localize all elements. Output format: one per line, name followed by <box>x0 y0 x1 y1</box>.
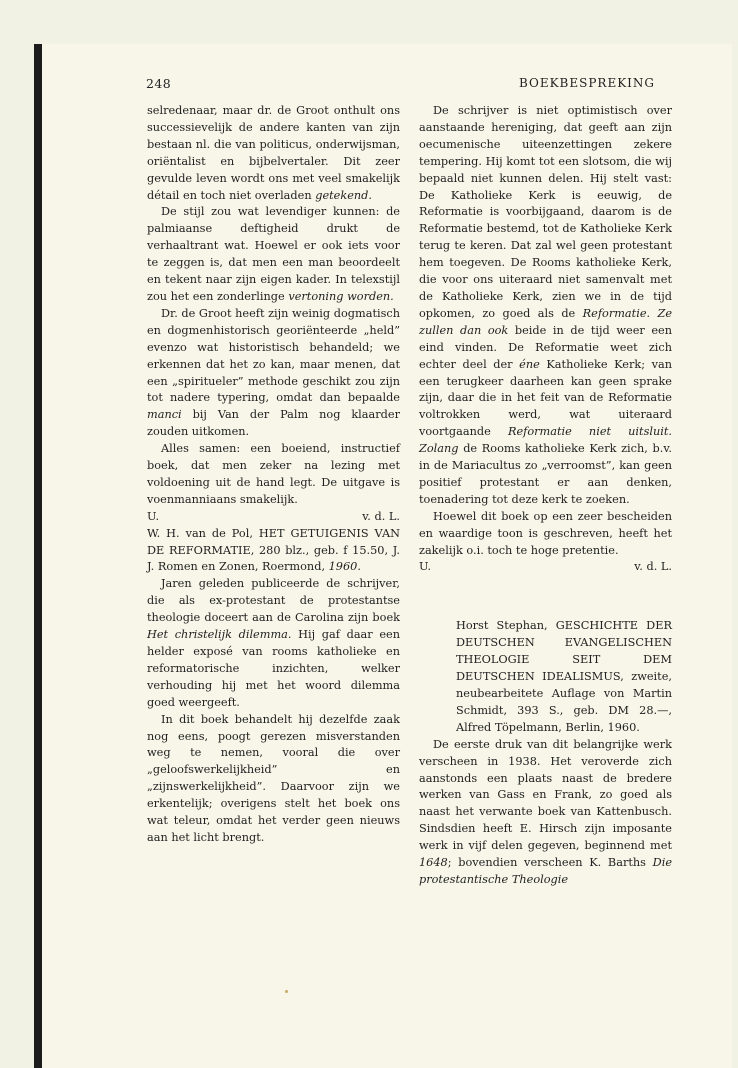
page-number: 248 <box>146 76 172 91</box>
right-column <box>419 103 672 889</box>
paragraph: Alles samen: een boeiend, instructief boek, dat men zeker na lezing met voldoening uit de hand legt. De uitgave is voenmanniaans smakelijk. <box>147 442 400 506</box>
paragraph: selredenaar, maar dr. de Groot onthult ons successievelijk de andere kanten van zijn bestaan nl. die van politicus, onderwijsman, oriëntalist en bijbelvertaler. Dit zeer gevulde leven wordt ons met veel smakelijk détail en toch niet overladen getekend. <box>147 104 400 202</box>
left-column <box>147 103 400 847</box>
signature: U. v. d. L. <box>147 509 400 523</box>
section-title: BOEKBESPREKING <box>518 76 655 90</box>
paragraph: Dr. de Groot heeft zijn weinig dogmatisch en dogmenhistorisch georiënteerde „held” evenzo wat historistisch behandeld; we erkennen dat het zo kan, maar menen, dat een „spiritueler” methode geschikt zou zijn tot nadere typering, omdat dan bepaalde manci bij Van der Palm nog klaarder zouden uitkomen. <box>147 306 400 439</box>
paragraph: Hoewel dit boek op een zeer bescheiden en waardige toon is geschreven, heeft het zakelijk o.i. toch te hoge pretentie. <box>419 509 672 557</box>
paragraph: De eerste druk van dit belangrijke werk verscheen in 1938. Het veroverde zich aanstonds een plaats naast de bredere werken van Gass en Frank, zo goed als naast het verwante boek van Kattenbusch. Sindsdien heeft E. Hirsch zijn imposante werk in vijf delen gegeven, beginnend met 1648; bovendien verscheen K. Barths Die protestantische Theologie <box>419 737 673 886</box>
signature: U. v. d. L. <box>419 560 672 574</box>
paragraph: De schrijver is niet optimistisch over aanstaande hereniging, dat geeft aan zijn oecumenische uiteenzettingen zekere tempering. Hij komt tot een slotsom, die wij bepaald niet kunnen delen. Hij stelt vast: De Katholieke Kerk is eeuwig, de Reformatie is voorbijgaand, daarom is de Reformatie bestemd, tot de Katholieke Kerk terug te keren. Dat zal wel geen protestant hem toegeven. De Rooms katholieke Kerk, die voor ons uiteraard niet samenvalt met de Katholieke Kerk, zien we in de tijd opkomen, zo goed als de Reformatie. Ze zullen dan ook beide in de tijd weer een eind vinden. De Reformatie weet zich echter deel der éne Katholieke Kerk; van een terugkeer daarheen kan geen sprake zijn, daar die in het feit van de Reformatie voltrokken werd, wat uiteraard voortgaande Reformatie niet uitsluit. Zolang de Rooms katholieke Kerk zich, b.v. in de Mariacultus zo „verroomst”, kan geen positief protestant er aan denken, toenadering tot deze kerk te zoeken. <box>419 104 673 506</box>
book-reference: W. H. van de Pol, HET GETUIGENIS VAN DE REFORMATIE, 280 blz., geb. f 15.50, J. J. Romen en Zonen, Roermond, 1960. <box>147 526 400 574</box>
book-reference: Horst Stephan, GESCHICHTE DER DEUTSCHEN EVANGELISCHEN THEOLOGIE SEIT DEM DEUTSCHEN IDEALISMUS, zweite, neubearbeitete Auflage von Martin Schmidt, 393 S., geb. DM 28.—, Alfred Töpelmann, Berlin, 1960. <box>456 619 672 734</box>
paragraph: In dit boek behandelt hij dezelfde zaak nog eens, poogt gerezen misverstanden weg te nemen, vooral die over „geloofswerkelijkheid” en „zijnswerkelijkheid”. Daarvoor zijn we erkentelijk; overigens stelt het boek ons wat teleur, omdat het verder geen nieuws aan het licht brengt. <box>147 712 400 844</box>
paragraph: De stijl zou wat levendiger kunnen: de palmiaanse deftigheid drukt de verhaaltrant wat. Hoewel er ook iets voor te zeggen is, dat men een man beoordeelt en tekent naar zijn eigen kader. In telexstijl zou het een zonderlinge vertoning worden. <box>147 205 400 303</box>
scan-edge <box>34 44 42 1068</box>
paragraph: Jaren geleden publiceerde de schrijver, die als ex-protestant de protestantse theologie doceert aan de Carolina zijn boek Het christelijk dilemma. Hij gaf daar een helder exposé van rooms katholieke en reformatorische inzichten, welker verhouding hij met het woord dilemma goed weergeeft. <box>147 577 400 709</box>
paper-speck <box>285 990 288 993</box>
